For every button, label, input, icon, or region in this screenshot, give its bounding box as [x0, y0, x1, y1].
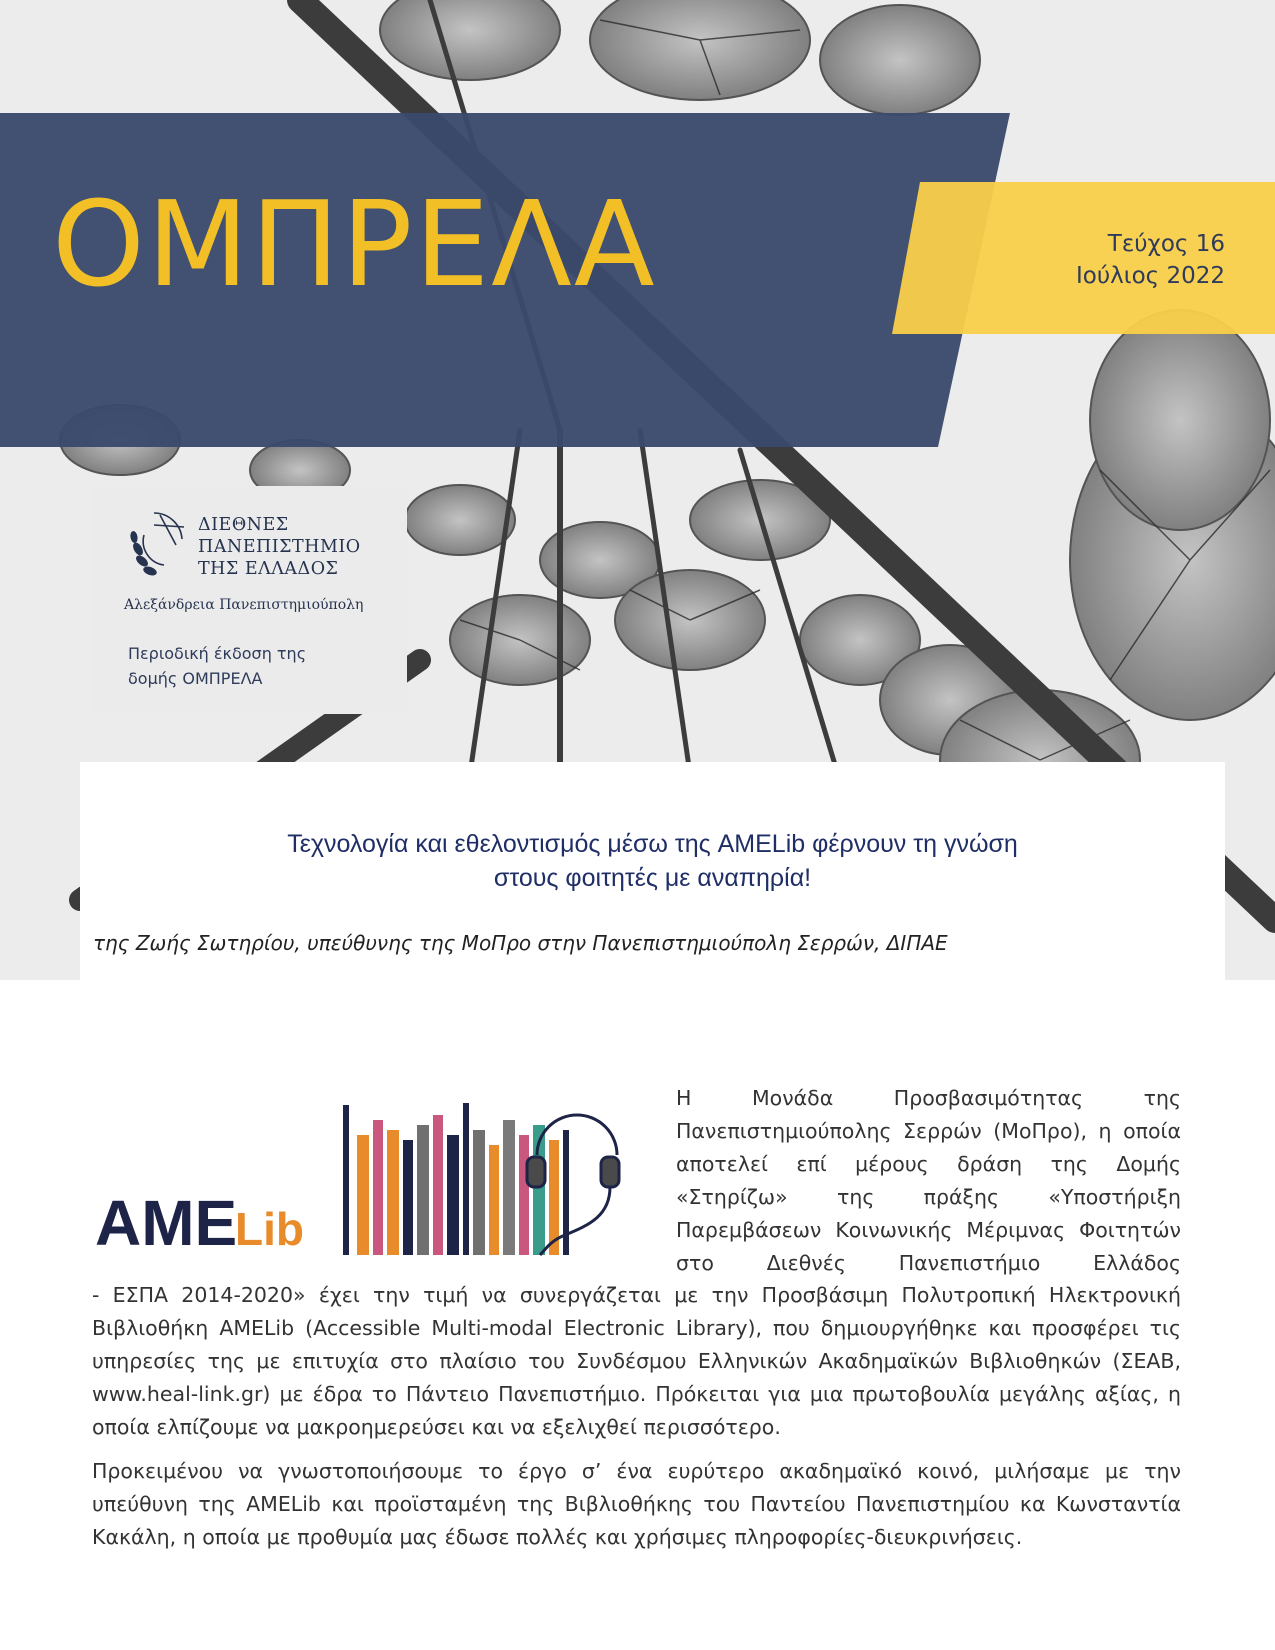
headline-line-2: στους φοιτητές με αναπηρία! [493, 864, 812, 892]
logo-line-1: ΔΙΕΘΝΕΣ [198, 515, 289, 535]
publication-note-line-2: δομής ΟΜΠΡΕΛΑ [128, 669, 263, 688]
masthead-title: ΟΜΠΡΕΛΑ [52, 175, 657, 313]
publication-note [128, 641, 368, 691]
logo-line-2: ΠΑΝΕΠΙΣΤΗΜΙΟ [198, 537, 361, 557]
issue-date: Ιούλιος 2022 [1076, 263, 1225, 289]
university-emblem-icon [124, 505, 196, 585]
article-paragraph-1-continued: - ΕΣΠΑ 2014-2020» έχει την τιμή να συνεργάζεται με την Προσβάσιμη Πολυτροπική Ηλεκτρονική Βιβλιοθήκη AMELib (Accessible Multi-modal Electronic Library), που δημιουργήθηκε και προσφέρει τις υπηρεσίες της με επιτυχία στο πλαίσιο του Συνδέσμου Ελληνικών Ακαδημαϊκών Βιβλιοθηκών (ΣΕΑΒ, www.heal-link.gr) με έδρα το Πάντειο Πανεπιστήμιο. Πρόκειται για μια πρωτοβουλία μεγάλης αξίας, η οποία ελπίζουμε να μακροημερεύσει και να εξελιχθεί περισσότερο. [92, 1283, 1181, 1439]
logo-line-3: ΤΗΣ ΕΛΛΑΔΟΣ [198, 559, 339, 579]
amelib-logo-main-text: AME [95, 1187, 238, 1259]
headline-line-1: Τεχνολογία και εθελοντισμός μέσω της AMELib φέρνουν τη γνώση [287, 830, 1018, 858]
article-paragraph-1-side: Η Μονάδα Προσβασιμότητας της Πανεπιστημιούπολης Σερρών (ΜοΠρο), η οποία αποτελεί επί μέρους δράση της Δομής «Στηρίζω» της πράξης «Υποστήριξη Παρεμβάσεων Κοινωνικής Μέριμνας Φοιτητών στο Διεθνές Πανεπιστήμιο Ελλάδος [676, 1086, 1181, 1275]
issue-number: Τεύχος 16 [1107, 231, 1225, 257]
amelib-logo-lib-text: Lib [235, 1203, 304, 1255]
issue-info [1076, 228, 1225, 292]
campus-name: Αλεξάνδρεια Πανεπιστημιούπολη [124, 597, 364, 613]
article-byline: της Ζωής Σωτηρίου, υπεύθυνης της ΜοΠρο στην Πανεπιστημιούπολη Σερρών, ΔΙΠΑΕ [93, 931, 948, 955]
publication-note-line-1: Περιοδική έκδοση της [128, 644, 307, 663]
amelib-logo-graphic [95, 1085, 635, 1260]
amelib-logo [95, 1085, 635, 1260]
article-paragraph-2: Προκειμένου να γνωστοποιήσουμε το έργο σ’ ένα ευρύτερο ακαδημαϊκό κοινό, μιλήσαμε με την υπεύθυνη της AMELib και προϊσταμένη της Βιβλιοθήκης του Παντείου Πανεπιστημίου κα Κωνσταντία Κακάλη, η οποία με προθυμία μας έδωσε πολλές και χρήσιμες πληροφορίες-διευκρινήσεις. [92, 1459, 1181, 1549]
article-headline [80, 827, 1225, 895]
